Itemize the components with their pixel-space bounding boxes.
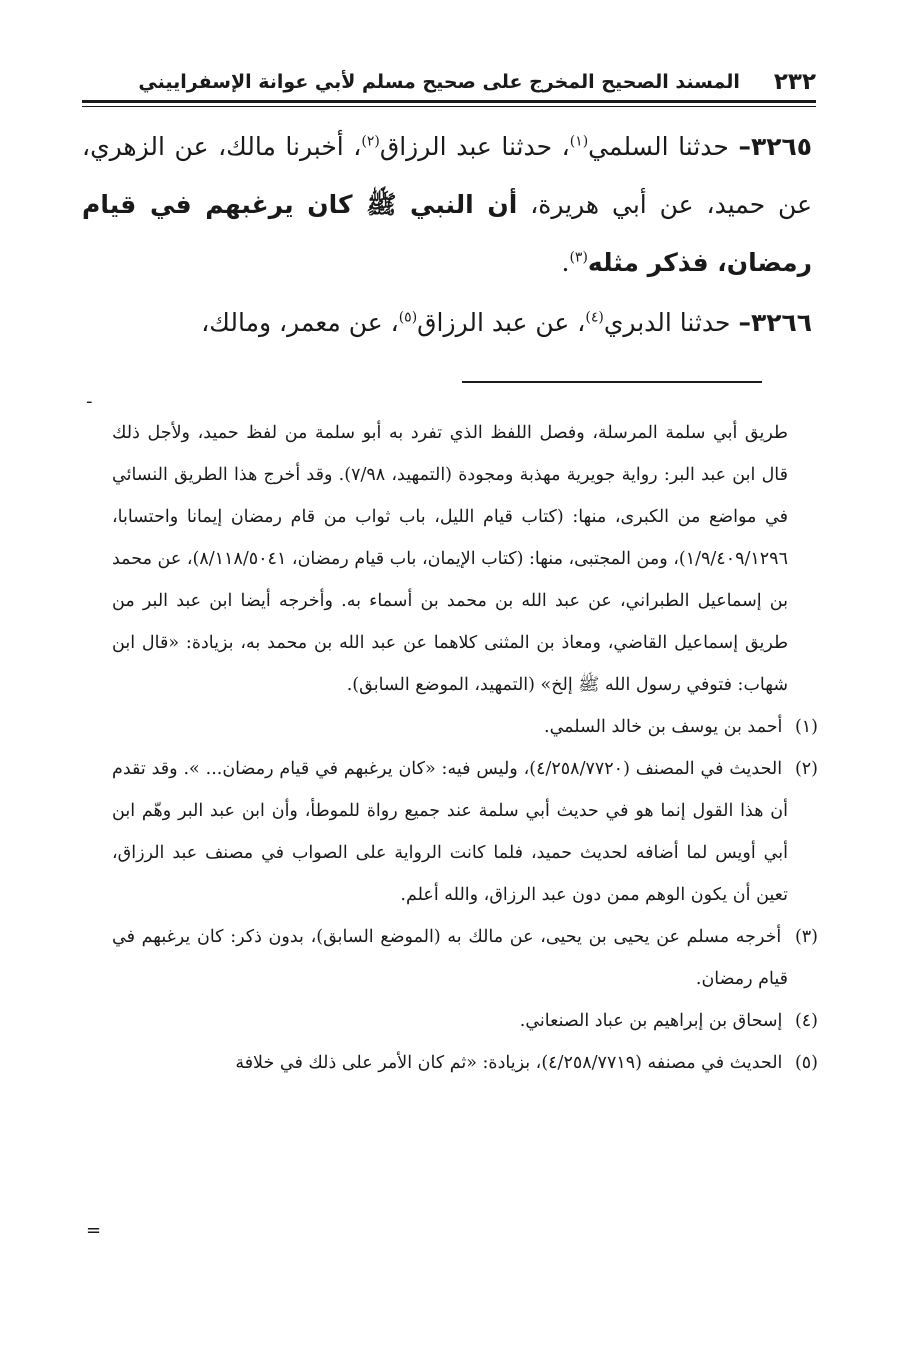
hadith-number: ٣٢٦٦– [738, 308, 812, 337]
main-text [82, 118, 812, 352]
hadith-3265 [82, 118, 812, 292]
footnote-text: الحديث في مصنفه (٤/٢٥٨/٧٧١٩)، بزيادة: «ثم كان الأمر على ذلك في خلافة [235, 1053, 783, 1073]
hadith-text: . [561, 248, 570, 277]
page-mark: = [86, 1220, 102, 1241]
footnote-text: أخرجه مسلم عن يحيى بن يحيى، عن مالك به (الموضع السابق)، بدون ذكر: كان يرغبهم في قيام رمضان. [112, 927, 788, 989]
footnote-4 [112, 1000, 818, 1042]
footnotes [112, 412, 818, 1084]
footnote-ref: (٤) [585, 309, 604, 326]
footnote-2 [112, 748, 818, 916]
hadith-text: ، عن معمر، ومالك، [201, 308, 399, 337]
hadith-3266 [82, 294, 812, 352]
hadith-number: ٣٢٦٥– [738, 132, 812, 161]
footnote-ref: (٣) [569, 249, 588, 266]
footnote-3 [112, 916, 818, 1000]
footnote-label: (٢) [794, 759, 818, 779]
hadith-text: ، عن عبد الرزاق [417, 308, 586, 337]
header-rule [82, 100, 816, 103]
header-rule-thin [82, 106, 816, 107]
footnote-ref: (١) [569, 133, 589, 150]
footnote-text: أحمد بن يوسف بن خالد السلمي. [544, 717, 783, 737]
footnote-1 [112, 706, 818, 748]
page-number: ٢٣٢ [773, 69, 816, 95]
hadith-text: حدثنا السلمي [588, 132, 739, 161]
footnote-separator [462, 381, 762, 383]
footnote-5 [112, 1042, 818, 1084]
footnote-ref: (٥) [398, 309, 418, 326]
running-title: المسند الصحيح المخرج على صحيح مسلم لأبي عوانة الإسفراييني [138, 71, 740, 93]
footnote-continuation: طريق أبي سلمة المرسلة، وفصل اللفظ الذي تفرد به أبو سلمة من لفظ حميد، ولأجل ذلك قال ابن عبد البر: رواية جويرية مهذبة ومجودة (التمهيد، ٧/٩٨). وقد أخرج هذا الطريق النسائي في مواضع من الكبرى، منها: (كتاب قيام الليل، باب ثواب من قام رمضان إيمانا واحتسابا، ١/٩/٤٠٩/١٢٩٦)، ومن المجتبى، منها: (كتاب الإيمان، باب قيام رمضان، ٨/١١٨/٥٠٤١)، عن محمد بن إسماعيل الطبراني، عن عبد الله بن محمد بن أسماء به. وأخرجه أيضا ابن عبد البر من طريق إسماعيل القاضي، ومعاذ بن المثنى كلاهما عن عبد الله بن محمد به، بزيادة: «قال ابن شهاب: فتوفي رسول الله ﷺ إلخ» (التمهيد، الموضع السابق). [112, 423, 788, 695]
page-mark: - [86, 391, 93, 412]
hadith-text: ، أخبرنا مالك، عن الزهري، عن حميد، عن أبي هريرة، [82, 132, 813, 219]
footnote-text: الحديث في المصنف (٤/٢٥٨/٧٧٢٠)، وليس فيه: «كان يرغبهم في قيام رمضان... ». وقد تقدم أن هذا القول إنما هو في حديث أبي سلمة عند جميع رواة للموطأ، وأن ابن عبد البر وهّم ابن أبي أويس لما أضافه لحديث حميد، فلما كانت الرواية على الصواب في مصنف عبد الرزاق، تعين أن يكون الوهم ممن دون عبد الرزاق، والله أعلم. [112, 759, 788, 905]
footnote-label: (٥) [794, 1053, 818, 1073]
footnote-label: (٣) [794, 927, 818, 947]
footnote-label: (٤) [794, 1011, 818, 1031]
footnote-label: (١) [794, 717, 818, 737]
hadith-text: ، حدثنا عبد الرزاق [379, 132, 570, 161]
page-header [82, 62, 816, 102]
footnote-ref: (٢) [361, 133, 380, 150]
footnote-text: إسحاق بن إبراهيم بن عباد الصنعاني. [519, 1011, 783, 1031]
hadith-text: حدثنا الدبري [603, 308, 739, 337]
hadith-matn-bold: أن النبي ﷺ كان يرغبهم في قيام رمضان، فذكر مثله [82, 190, 812, 277]
